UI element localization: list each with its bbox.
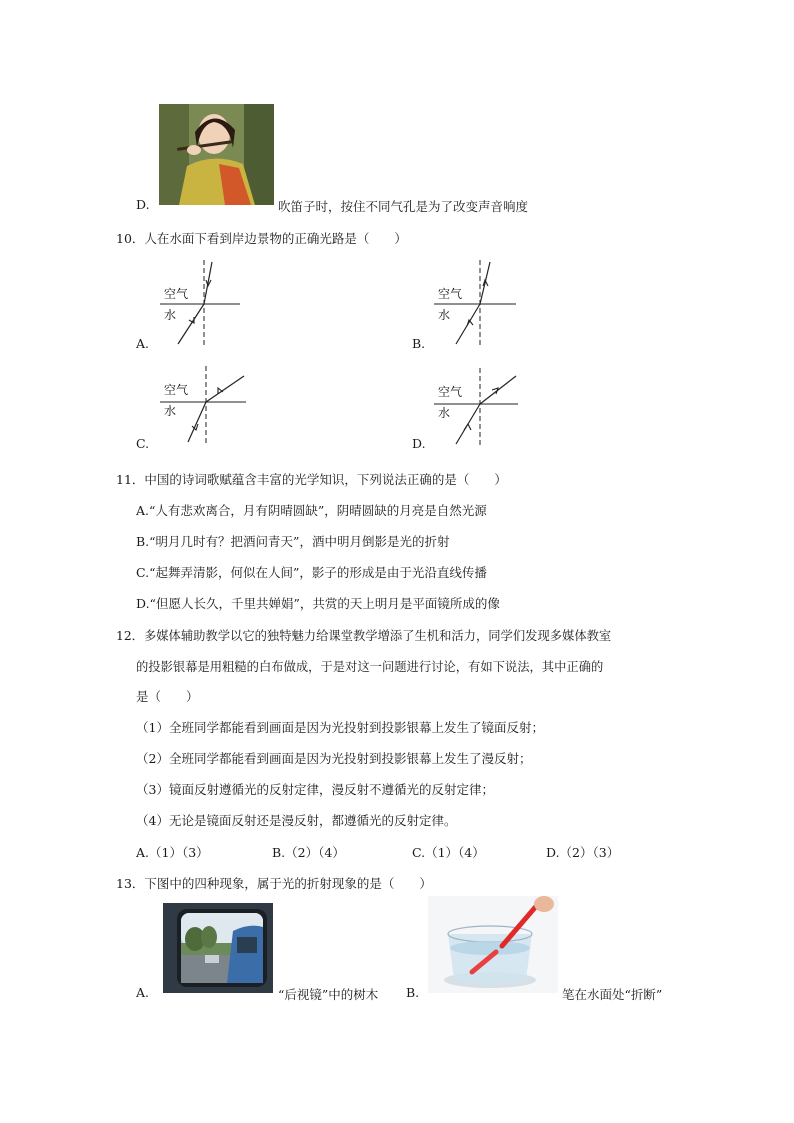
water-label-a: 水 — [164, 308, 177, 322]
q12-choice-b: B.（2）（4） — [272, 845, 345, 860]
q10-label-d: D. — [412, 436, 426, 451]
q10-label-b: B. — [412, 336, 426, 351]
q13-option-a-label: A. — [136, 985, 150, 1000]
q12-statement-4: （4）无论是镜面反射还是漫反射，都遵循光的反射定律。 — [136, 813, 457, 828]
diagram-a — [160, 256, 242, 350]
q9-option-d-label: D. — [136, 197, 150, 212]
pen-in-water-photo — [428, 896, 558, 993]
air-label-c: 空气 — [164, 383, 189, 397]
q10-label-c: C. — [136, 436, 150, 451]
q10-label-a: A. — [136, 336, 150, 351]
q12-statement-2: （2）全班同学都能看到画面是因为光投射到投影银幕上发生了漫反射； — [136, 751, 532, 766]
water-label-b: 水 — [438, 308, 451, 322]
diagram-b — [434, 256, 518, 350]
q13-option-b-text: 笔在水面处“折断” — [562, 987, 663, 1002]
q11-option-c: C.“起舞弄清影，何似在人间”，影子的形成是由于光沿直线传播 — [136, 565, 487, 580]
q12-statement-1: （1）全班同学都能看到画面是因为光投射到投影银幕上发生了镜面反射； — [136, 720, 544, 735]
air-label-b: 空气 — [438, 287, 463, 301]
air-label-a: 空气 — [164, 287, 189, 301]
q11-option-b: B.“明月几时有？把酒问青天”，酒中明月倒影是光的折射 — [136, 534, 450, 549]
q12-choice-d: D.（2）（3） — [546, 845, 620, 860]
diagram-d — [434, 364, 526, 450]
water-label-d: 水 — [438, 406, 451, 420]
q11-option-d: D.“但愿人长久，千里共婵娟”，共赏的天上明月是平面镜所成的像 — [136, 596, 500, 611]
q11-option-a: A.“人有悲欢离合，月有阴晴圆缺”，阴晴圆缺的月亮是自然光源 — [136, 503, 487, 518]
rearview-mirror-photo — [163, 903, 273, 993]
q12-stem-line1: 12．多媒体辅助教学以它的独特魅力给课堂教学增添了生机和活力，同学们发现多媒体教室 — [116, 629, 612, 643]
q12-statement-3: （3）镜面反射遵循光的反射定律，漫反射不遵循光的反射定律； — [136, 782, 494, 797]
q12-choice-a: A.（1）（3） — [136, 845, 209, 860]
q13-option-b-label: B. — [406, 985, 420, 1000]
q11-stem: 11．中国的诗词歌赋蕴含丰富的光学知识，下列说法正确的是（ ） — [116, 472, 507, 487]
q13-option-a-text: “后视镜”中的树木 — [278, 987, 379, 1002]
q12-stem-line3: 是（ ） — [136, 689, 199, 704]
q13-stem: 13．下图中的四种现象，属于光的折射现象的是（ ） — [116, 876, 432, 891]
q10-stem: 10．人在水面下看到岸边景物的正确光路是（ ） — [116, 231, 407, 246]
q9-option-d-text: 吹笛子时，按住不同气孔是为了改变声音响度 — [278, 199, 529, 214]
diagram-c — [160, 362, 250, 448]
water-label-c: 水 — [164, 404, 177, 418]
q12-stem-line2: 的投影银幕是用粗糙的白布做成，于是对这一问题进行讨论，有如下说法，其中正确的 — [136, 660, 604, 674]
flute-player-photo — [159, 104, 274, 205]
air-label-d: 空气 — [438, 385, 463, 399]
q12-choice-c: C.（1）（4） — [412, 845, 485, 860]
